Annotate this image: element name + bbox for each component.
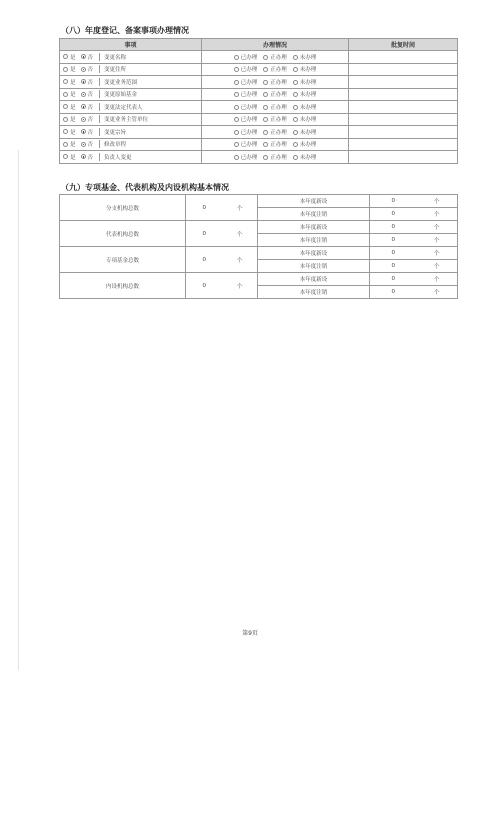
no-radio[interactable] xyxy=(81,92,86,97)
new-label: 本年度新设 xyxy=(258,247,370,260)
status-option-not-done[interactable] xyxy=(293,90,317,98)
status-option-in-progress[interactable] xyxy=(263,103,287,111)
status-option-in-progress[interactable] xyxy=(263,78,287,86)
table-row xyxy=(60,101,458,114)
cell-divider xyxy=(99,65,100,73)
group-total-unit: 个 xyxy=(223,221,258,247)
status-label: 已办理 xyxy=(240,79,258,86)
status-option-not-done[interactable] xyxy=(293,115,317,123)
status-label: 已办理 xyxy=(240,142,258,149)
no-label: 否 xyxy=(87,129,94,136)
institutions-table xyxy=(59,194,458,299)
table-row xyxy=(60,51,458,64)
cancel-count: 0 xyxy=(370,286,417,299)
status-radio[interactable] xyxy=(234,92,239,97)
cell-divider xyxy=(99,103,100,111)
status-radio[interactable] xyxy=(263,67,268,72)
table-header-row xyxy=(60,39,458,51)
status-radio[interactable] xyxy=(263,155,268,160)
status-cell xyxy=(202,113,349,126)
item-name: 变更业务主管单位 xyxy=(104,117,149,124)
status-option-done[interactable] xyxy=(234,128,258,136)
no-label: 否 xyxy=(87,54,94,61)
status-option-done[interactable] xyxy=(234,78,258,86)
cell-divider xyxy=(99,115,100,123)
status-option-in-progress[interactable] xyxy=(263,128,287,136)
table-row xyxy=(60,88,458,101)
status-option-in-progress[interactable] xyxy=(263,53,287,61)
status-radio[interactable] xyxy=(293,80,298,85)
status-label: 已办理 xyxy=(240,104,258,111)
approval-time-cell[interactable] xyxy=(349,88,458,101)
item-name: 变更业务范围 xyxy=(104,79,138,86)
cancel-unit: 个 xyxy=(417,234,458,247)
group-total: 0 xyxy=(186,247,223,273)
status-radio[interactable] xyxy=(234,55,239,60)
new-count: 0 xyxy=(370,247,417,260)
no-label: 否 xyxy=(87,67,94,74)
item-cell xyxy=(60,126,202,139)
status-option-not-done[interactable] xyxy=(293,128,317,136)
status-label: 正办理 xyxy=(270,79,287,86)
yes-label: 是 xyxy=(70,154,76,161)
no-label: 否 xyxy=(87,154,94,161)
status-option-done[interactable] xyxy=(234,153,258,161)
new-count: 0 xyxy=(370,273,417,286)
status-label: 正办理 xyxy=(270,142,287,149)
status-label: 未办理 xyxy=(299,117,317,124)
cell-divider xyxy=(99,78,100,86)
no-radio[interactable] xyxy=(81,54,86,59)
new-count: 0 xyxy=(370,195,417,208)
status-radio[interactable] xyxy=(293,67,298,72)
group-name: 内设机构总数 xyxy=(60,273,186,299)
new-unit: 个 xyxy=(417,221,458,234)
status-radio[interactable] xyxy=(293,55,298,60)
no-label: 否 xyxy=(87,117,94,124)
table-row xyxy=(60,76,458,89)
table-row xyxy=(60,151,458,164)
status-label: 已办理 xyxy=(240,92,258,99)
cancel-count: 0 xyxy=(370,234,417,247)
status-cell xyxy=(202,101,349,114)
status-radio[interactable] xyxy=(263,55,268,60)
yes-radio[interactable] xyxy=(63,117,68,122)
group-total: 0 xyxy=(186,195,223,221)
approval-time-cell[interactable] xyxy=(349,138,458,151)
no-radio[interactable] xyxy=(81,104,86,109)
status-radio[interactable] xyxy=(234,67,239,72)
cell-divider xyxy=(99,90,100,98)
item-name: 负责人变更 xyxy=(104,154,132,161)
cancel-unit: 个 xyxy=(417,208,458,221)
scan-edge-line xyxy=(18,150,19,670)
status-label: 正办理 xyxy=(270,92,287,99)
yes-label: 是 xyxy=(70,92,76,99)
yes-radio[interactable] xyxy=(63,67,68,72)
status-radio[interactable] xyxy=(293,105,298,110)
status-radio[interactable] xyxy=(263,80,268,85)
status-cell xyxy=(202,76,349,89)
institutions-table-body xyxy=(60,195,458,299)
cancel-label: 本年度注销 xyxy=(258,286,370,299)
item-name: 变更名称 xyxy=(104,54,127,61)
no-radio[interactable] xyxy=(81,154,86,159)
group-total-unit: 个 xyxy=(223,247,258,273)
new-unit: 个 xyxy=(417,195,458,208)
no-radio[interactable] xyxy=(81,67,86,72)
group-total-unit: 个 xyxy=(223,273,258,299)
status-label: 已办理 xyxy=(240,54,258,61)
col-header-approval-time: 批复时间 xyxy=(349,39,458,51)
status-radio[interactable] xyxy=(263,92,268,97)
no-radio[interactable] xyxy=(81,79,86,84)
status-label: 未办理 xyxy=(299,79,317,86)
cancel-unit: 个 xyxy=(417,286,458,299)
status-label: 正办理 xyxy=(270,104,287,111)
status-option-not-done[interactable] xyxy=(293,140,317,148)
status-option-not-done[interactable] xyxy=(293,53,317,61)
group-name: 分支机构总数 xyxy=(60,195,186,221)
item-name: 变更宗旨 xyxy=(104,129,127,136)
status-label: 未办理 xyxy=(299,92,317,99)
yes-radio[interactable] xyxy=(63,54,68,59)
status-radio[interactable] xyxy=(234,155,239,160)
cell-divider xyxy=(99,140,100,148)
cancel-count: 0 xyxy=(370,208,417,221)
yes-label: 是 xyxy=(70,67,76,74)
status-label: 已办理 xyxy=(240,117,258,124)
registration-table xyxy=(59,38,458,164)
col-header-status: 办理情况 xyxy=(202,39,349,51)
yes-radio[interactable] xyxy=(63,154,68,159)
table-row xyxy=(60,126,458,139)
table-row xyxy=(60,247,458,260)
status-option-not-done[interactable] xyxy=(293,153,317,161)
cancel-count: 0 xyxy=(370,260,417,273)
approval-time-cell[interactable] xyxy=(349,51,458,64)
status-radio[interactable] xyxy=(234,80,239,85)
status-option-done[interactable] xyxy=(234,90,258,98)
status-radio[interactable] xyxy=(263,130,268,135)
col-header-item: 事项 xyxy=(60,39,202,51)
group-total-unit: 个 xyxy=(223,195,258,221)
table-row xyxy=(60,113,458,126)
item-cell xyxy=(60,151,202,164)
status-label: 正办理 xyxy=(270,67,287,74)
status-label: 正办理 xyxy=(270,154,287,161)
status-cell xyxy=(202,126,349,139)
cell-divider xyxy=(99,53,100,61)
status-radio[interactable] xyxy=(293,130,298,135)
table-row xyxy=(60,195,458,208)
yes-label: 是 xyxy=(70,54,76,61)
status-label: 未办理 xyxy=(299,67,317,74)
new-count: 0 xyxy=(370,221,417,234)
approval-time-cell[interactable] xyxy=(349,113,458,126)
cancel-label: 本年度注销 xyxy=(258,260,370,273)
status-option-done[interactable] xyxy=(234,140,258,148)
status-option-in-progress[interactable] xyxy=(263,90,287,98)
status-label: 正办理 xyxy=(270,54,287,61)
item-cell xyxy=(60,113,202,126)
yes-radio[interactable] xyxy=(63,104,68,109)
no-radio[interactable] xyxy=(81,142,86,147)
cell-divider xyxy=(99,153,100,161)
new-label: 本年度新设 xyxy=(258,195,370,208)
status-radio[interactable] xyxy=(234,142,239,147)
status-radio[interactable] xyxy=(234,117,239,122)
registration-table-body xyxy=(60,51,458,164)
status-cell xyxy=(202,51,349,64)
status-cell xyxy=(202,138,349,151)
status-label: 未办理 xyxy=(299,142,317,149)
item-name: 变更法定代表人 xyxy=(104,104,143,111)
status-radio[interactable] xyxy=(293,117,298,122)
item-cell xyxy=(60,51,202,64)
status-cell xyxy=(202,88,349,101)
no-label: 否 xyxy=(87,142,94,149)
status-label: 未办理 xyxy=(299,54,317,61)
yes-radio[interactable] xyxy=(63,79,68,84)
new-label: 本年度新设 xyxy=(258,273,370,286)
table-row xyxy=(60,273,458,286)
approval-time-cell[interactable] xyxy=(349,63,458,76)
status-radio[interactable] xyxy=(293,155,298,160)
cell-divider xyxy=(99,128,100,136)
new-unit: 个 xyxy=(417,273,458,286)
item-cell xyxy=(60,76,202,89)
status-label: 已办理 xyxy=(240,154,258,161)
status-option-not-done[interactable] xyxy=(293,65,317,73)
status-cell xyxy=(202,151,349,164)
status-label: 正办理 xyxy=(270,129,287,136)
item-name: 变更原始基金 xyxy=(104,92,138,99)
yes-label: 是 xyxy=(70,142,76,149)
group-total: 0 xyxy=(186,273,223,299)
status-label: 正办理 xyxy=(270,117,287,124)
item-cell xyxy=(60,88,202,101)
status-option-done[interactable] xyxy=(234,115,258,123)
status-label: 已办理 xyxy=(240,129,258,136)
new-unit: 个 xyxy=(417,247,458,260)
status-label: 未办理 xyxy=(299,129,317,136)
status-radio[interactable] xyxy=(263,117,268,122)
status-option-done[interactable] xyxy=(234,53,258,61)
table-row xyxy=(60,138,458,151)
status-label: 已办理 xyxy=(240,67,258,74)
status-radio[interactable] xyxy=(293,92,298,97)
item-cell xyxy=(60,138,202,151)
group-name: 代表机构总数 xyxy=(60,221,186,247)
status-option-done[interactable] xyxy=(234,103,258,111)
no-label: 否 xyxy=(87,79,94,86)
status-label: 未办理 xyxy=(299,154,317,161)
item-name: 变更住所 xyxy=(104,67,127,74)
yes-radio[interactable] xyxy=(63,142,68,147)
section-9-title: （九）专项基金、代表机构及内设机构基本情况 xyxy=(61,183,229,192)
approval-time-cell[interactable] xyxy=(349,76,458,89)
yes-label: 是 xyxy=(70,117,76,124)
item-cell xyxy=(60,101,202,114)
no-label: 否 xyxy=(87,92,94,99)
yes-radio[interactable] xyxy=(63,129,68,134)
cancel-unit: 个 xyxy=(417,260,458,273)
section-8-title: （八）年度登记、备案事项办理情况 xyxy=(61,26,189,35)
yes-radio[interactable] xyxy=(63,92,68,97)
status-option-in-progress[interactable] xyxy=(263,140,287,148)
table-row xyxy=(60,63,458,76)
approval-time-cell[interactable] xyxy=(349,101,458,114)
cancel-label: 本年度注销 xyxy=(258,234,370,247)
cancel-label: 本年度注销 xyxy=(258,208,370,221)
no-label: 否 xyxy=(87,104,94,111)
status-option-in-progress[interactable] xyxy=(263,153,287,161)
status-option-not-done[interactable] xyxy=(293,78,317,86)
yes-label: 是 xyxy=(70,129,76,136)
no-radio[interactable] xyxy=(81,129,86,134)
status-option-not-done[interactable] xyxy=(293,103,317,111)
status-radio[interactable] xyxy=(234,105,239,110)
yes-label: 是 xyxy=(70,104,76,111)
status-cell xyxy=(202,63,349,76)
approval-time-cell[interactable] xyxy=(349,126,458,139)
approval-time-cell[interactable] xyxy=(349,151,458,164)
status-radio[interactable] xyxy=(234,130,239,135)
new-label: 本年度新设 xyxy=(258,221,370,234)
group-name: 专项基金总数 xyxy=(60,247,186,273)
status-option-in-progress[interactable] xyxy=(263,65,287,73)
status-option-in-progress[interactable] xyxy=(263,115,287,123)
status-label: 未办理 xyxy=(299,104,317,111)
page-number: 第9页 xyxy=(242,630,258,637)
yes-label: 是 xyxy=(70,79,76,86)
table-row xyxy=(60,221,458,234)
item-cell xyxy=(60,63,202,76)
status-radio[interactable] xyxy=(263,142,268,147)
status-option-done[interactable] xyxy=(234,65,258,73)
no-radio[interactable] xyxy=(81,117,86,122)
status-radio[interactable] xyxy=(293,142,298,147)
item-name: 修改章程 xyxy=(104,142,127,149)
group-total: 0 xyxy=(186,221,223,247)
status-radio[interactable] xyxy=(263,105,268,110)
